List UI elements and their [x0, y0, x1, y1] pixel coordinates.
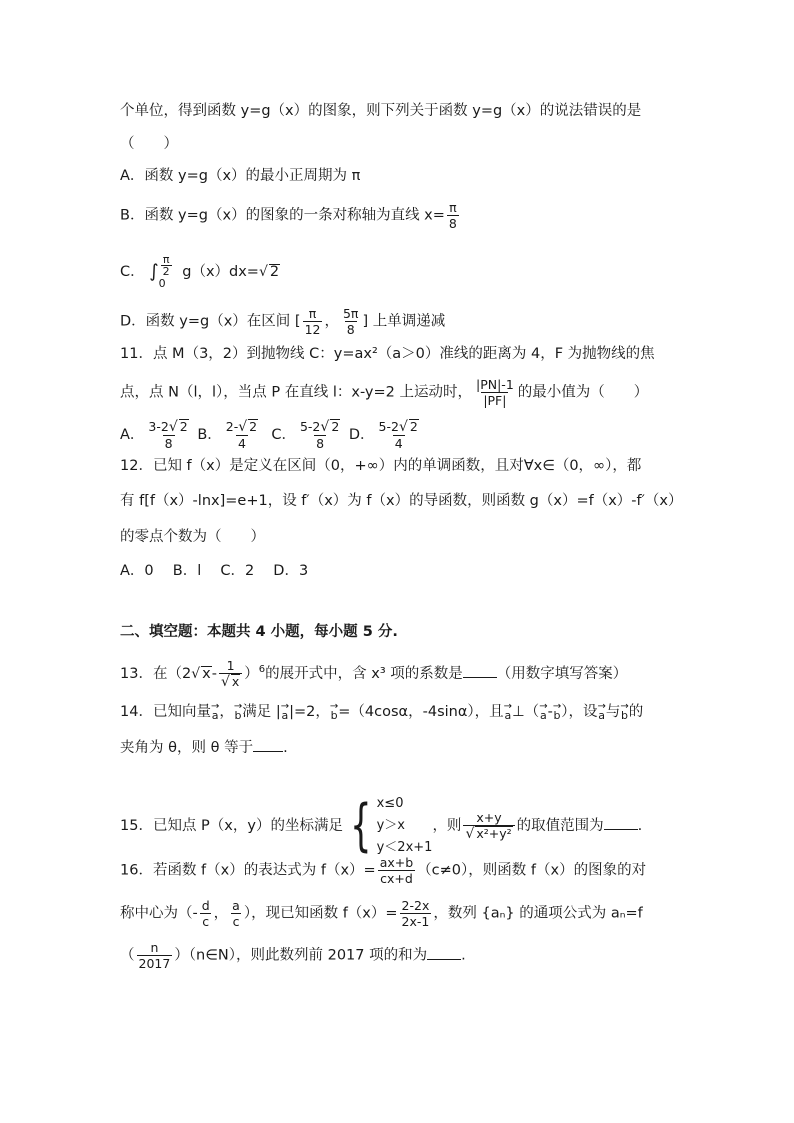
q14-line-2	[120, 737, 288, 758]
vector-a	[504, 703, 512, 721]
q11-option-b-fraction	[224, 419, 260, 451]
q16-text-3: ）（n∈N），则此数列前 2017 项的和为	[174, 947, 428, 964]
vector-a	[539, 703, 547, 721]
q16-n-fraction	[137, 940, 173, 971]
lower-limit: 0	[158, 277, 166, 290]
q15-fraction	[463, 810, 514, 842]
integral-body: g（x）dx=	[182, 264, 259, 280]
frac-den	[463, 825, 514, 842]
q10-option-c-label: C．	[120, 264, 145, 280]
radicand: 2	[269, 264, 280, 280]
sqrt-icon: √	[220, 674, 230, 690]
period: .	[283, 740, 288, 756]
q11-ratio-fraction	[474, 377, 516, 408]
q16-text-2: 称中心为（-	[120, 905, 198, 922]
q14-text: 14．已知向量	[120, 704, 211, 720]
num-text: 3-2	[148, 419, 169, 434]
q14-text: ⊥（	[512, 704, 540, 720]
vector-b	[234, 703, 242, 721]
period: .	[461, 947, 466, 964]
frac-num: x+y	[476, 810, 502, 825]
q12-text-2: 有 f[f（x）-lnx]=e+1，设 f′（x）为 f（x）的导函数，则函数 g（x）=f（x）-f′（x）	[120, 493, 683, 509]
sqrt-icon: √	[168, 419, 178, 435]
q14-text: |=2，	[289, 704, 330, 720]
q10-option-d-text: D．函数 y=g（x）在区间 [	[120, 313, 301, 330]
arrow-icon: →	[233, 701, 243, 712]
frac-num: π	[449, 200, 457, 215]
q11-line-1	[120, 344, 655, 364]
q14-text-2: 夹角为 θ，则 θ 等于	[120, 740, 254, 756]
radicand: 2	[179, 419, 188, 434]
q15-suffix: 的取值范围为	[516, 818, 604, 834]
q16-line-2	[120, 898, 643, 929]
sqrt-icon: √	[320, 419, 330, 435]
frac-den: cx+d	[380, 871, 413, 886]
q10-stem-text: 个单位，得到函数 y=g（x）的图象，则下列关于函数 y=g（x）的说法错误的是	[120, 103, 642, 119]
sqrt-icon: √	[258, 264, 268, 280]
q16-text-2-suffix: ，数列 {aₙ} 的通项公式为 aₙ=f	[433, 905, 643, 922]
q11-options	[120, 419, 423, 451]
frac-den: |PF|	[483, 393, 507, 408]
inequality-2: y＞x	[376, 818, 405, 833]
q15-prefix: 15．已知点 P（x，y）的坐标满足	[120, 818, 343, 834]
q11-text-1: 11．点 M（3，2）到抛物线 C：y=ax²（a＞0）准线的距离为 4，F 为抛物线的焦	[120, 346, 655, 362]
frac-num	[224, 419, 260, 435]
q11-option-a-fraction	[146, 419, 190, 451]
close-paren: ）	[244, 666, 259, 682]
arrow-icon: →	[280, 701, 290, 712]
vector-b	[553, 703, 561, 721]
left-brace-icon: {	[350, 793, 372, 858]
q11-text-2-suffix: 的最小值为（ ）	[517, 384, 649, 401]
arrow-icon: →	[210, 701, 220, 712]
vector-a	[281, 703, 289, 721]
q11-text-2: 点，点 N（l，l），当点 P 在直线 l：x-y=2 上运动时，	[120, 384, 472, 401]
frac-num: d	[201, 898, 210, 913]
frac-num: n	[150, 940, 159, 955]
frac-den: 12	[304, 322, 321, 337]
q11-option-c-fraction	[298, 419, 342, 451]
vector-letter: b	[553, 709, 561, 722]
frac-den: 8	[316, 436, 325, 451]
num-text: 5-2	[299, 419, 321, 434]
q15-line	[120, 793, 642, 859]
answer-blank[interactable]	[604, 815, 638, 830]
q12-text-1: 12．已知 f（x）是定义在区间（0，+∞）内的单调函数，且对∀x∈（0，∞），都	[120, 458, 642, 474]
arrow-icon: →	[620, 701, 629, 712]
exponent: 6	[258, 664, 266, 676]
vector-letter: b	[621, 709, 629, 722]
q12-line-1	[120, 456, 641, 476]
vector-letter: a	[598, 709, 606, 722]
frac-num	[377, 419, 421, 435]
frac-num: |PN|-1	[476, 377, 514, 392]
inequality-rows	[377, 793, 433, 859]
frac-num: 2-2x	[401, 898, 430, 913]
frac-num	[146, 419, 190, 435]
q10-option-c	[120, 254, 280, 290]
q14-text: 与	[605, 704, 621, 720]
q12-text-3: 的零点个数为（ ）	[120, 529, 265, 545]
q10-option-d-suffix: ] 上单调递减	[362, 313, 446, 330]
q14-text: 满足 |	[242, 704, 281, 720]
comma: ，	[213, 905, 229, 922]
q11-option-d-fraction	[377, 419, 421, 451]
section-2-title-text: 二、填空题：本题共 4 小题，每小题 5 分.	[120, 624, 398, 640]
vector-a	[597, 703, 605, 721]
integral-limits	[159, 254, 174, 290]
frac-den: 2017	[138, 956, 171, 971]
q13-prefix: 13．在（2	[120, 666, 192, 682]
q16-text-1: 16．若函数 f（x）的表达式为 f（x）=	[120, 862, 376, 879]
radicand: x²+y²	[476, 826, 512, 841]
frac-den: 2x-1	[401, 914, 430, 929]
arrow-icon: →	[503, 701, 513, 712]
q12-line-2	[120, 491, 683, 511]
inequality-system	[343, 793, 432, 859]
integral	[149, 254, 177, 290]
frac-num: π	[308, 306, 317, 321]
answer-blank[interactable]	[463, 663, 497, 678]
frac-num: 1	[226, 658, 235, 673]
q13-suffix: 的展开式中，含 x³ 项的系数是	[265, 666, 463, 682]
q11-line-2	[120, 377, 648, 408]
arrow-icon: →	[539, 701, 548, 712]
vector-letter: b	[330, 709, 338, 722]
period: .	[637, 818, 643, 834]
comma: ，	[324, 313, 339, 330]
frac-den: 8	[448, 216, 457, 231]
frac-den: 4	[237, 436, 246, 451]
q12-line-3	[120, 527, 265, 547]
q11-option-b-label: B．	[197, 427, 222, 443]
q10-option-a-text: A．函数 y=g（x）的最小正周期为 π	[120, 168, 361, 184]
q11-option-c-label: C．	[271, 427, 296, 443]
q12-options-text: A．0 B．l C．2 D．3	[120, 563, 309, 579]
q14-text: 的	[628, 704, 644, 720]
arrow-icon: →	[329, 701, 339, 712]
arrow-icon: →	[552, 701, 562, 712]
sqrt-icon: √	[465, 826, 475, 842]
q14-text: ），设	[561, 704, 598, 720]
q10-option-b	[120, 200, 461, 231]
frac-num: 5π	[342, 306, 359, 321]
q10-option-d	[120, 306, 445, 337]
section-2-title	[120, 622, 398, 642]
q16-a-fraction	[230, 898, 242, 929]
frac-num: ax+b	[379, 855, 414, 870]
open-paren: （	[120, 947, 135, 964]
radicand: 2	[409, 419, 418, 434]
q10-b-fraction	[447, 200, 459, 231]
q16-line-1	[120, 855, 646, 886]
sqrt-icon: √	[398, 419, 408, 435]
frac-num: a	[232, 898, 240, 913]
frac-den: 8	[164, 436, 173, 451]
q16-d-fraction	[200, 898, 212, 929]
q10-d-fraction-1	[303, 306, 323, 337]
q13-fraction	[219, 658, 242, 690]
inequality-3: y＜2x+1	[376, 840, 433, 855]
vector-letter: a	[211, 709, 219, 722]
q14-line-1	[120, 702, 643, 722]
integral-sign-icon: ∫	[149, 261, 159, 282]
q10-d-fraction-2	[341, 306, 360, 337]
frac-den: 4	[394, 436, 403, 451]
upper-limit	[161, 254, 172, 277]
q11-option-d-label: D．	[348, 427, 375, 443]
q10-option-a	[120, 166, 360, 186]
q16-line-3	[120, 940, 466, 971]
q16-text-1-suffix: （c≠0），则函数 f（x）的图象的对	[417, 862, 647, 879]
q10-paren	[120, 134, 178, 154]
q14-text: =（4cosα，-4sinα），且	[338, 704, 504, 720]
q16-g-fraction	[400, 898, 432, 929]
vector-letter: a	[540, 709, 547, 722]
frac-num	[298, 419, 342, 435]
q15-mid: ，则	[432, 818, 462, 834]
radicand: 2	[331, 419, 340, 434]
frac-den: c	[202, 914, 210, 929]
frac-den	[219, 673, 242, 690]
answer-blank[interactable]	[253, 737, 283, 752]
frac-den: 2	[162, 265, 170, 278]
q10-stem	[120, 101, 641, 121]
q11-option-a-label: A．	[120, 427, 145, 443]
q16-text-2-mid: ），现已知函数 f（x）=	[243, 905, 398, 922]
sqrt-icon: √	[191, 666, 201, 682]
radicand: x	[231, 674, 240, 689]
q10-option-b-text: B．函数 y=g（x）的图象的一条对称轴为直线 x=	[120, 207, 445, 224]
frac-den: c	[232, 914, 240, 929]
q10-paren-text: （ ）	[120, 136, 178, 152]
q12-options	[120, 561, 308, 581]
arrow-icon: →	[597, 701, 606, 712]
radicand: x	[202, 666, 211, 682]
vector-b	[620, 703, 628, 721]
inequality-1: x≤0	[376, 796, 404, 811]
q14-text: -	[547, 704, 553, 720]
frac-den: 8	[346, 322, 355, 337]
num-text: 2-	[225, 419, 239, 434]
num-text: 5-2	[378, 419, 399, 434]
minus-sign: -	[211, 666, 217, 682]
frac-num: π	[162, 253, 170, 266]
q13-tail: （用数字填写答案）	[496, 666, 628, 682]
radicand: 2	[249, 419, 258, 434]
answer-blank[interactable]	[427, 945, 461, 960]
vector-letter: a	[281, 709, 289, 722]
vector-letter: a	[504, 709, 512, 722]
vector-letter: b	[234, 709, 242, 722]
q14-text: ，	[219, 704, 234, 720]
q16-f-fraction	[378, 855, 415, 886]
sqrt-icon: √	[238, 419, 248, 435]
q13-line	[120, 658, 627, 690]
